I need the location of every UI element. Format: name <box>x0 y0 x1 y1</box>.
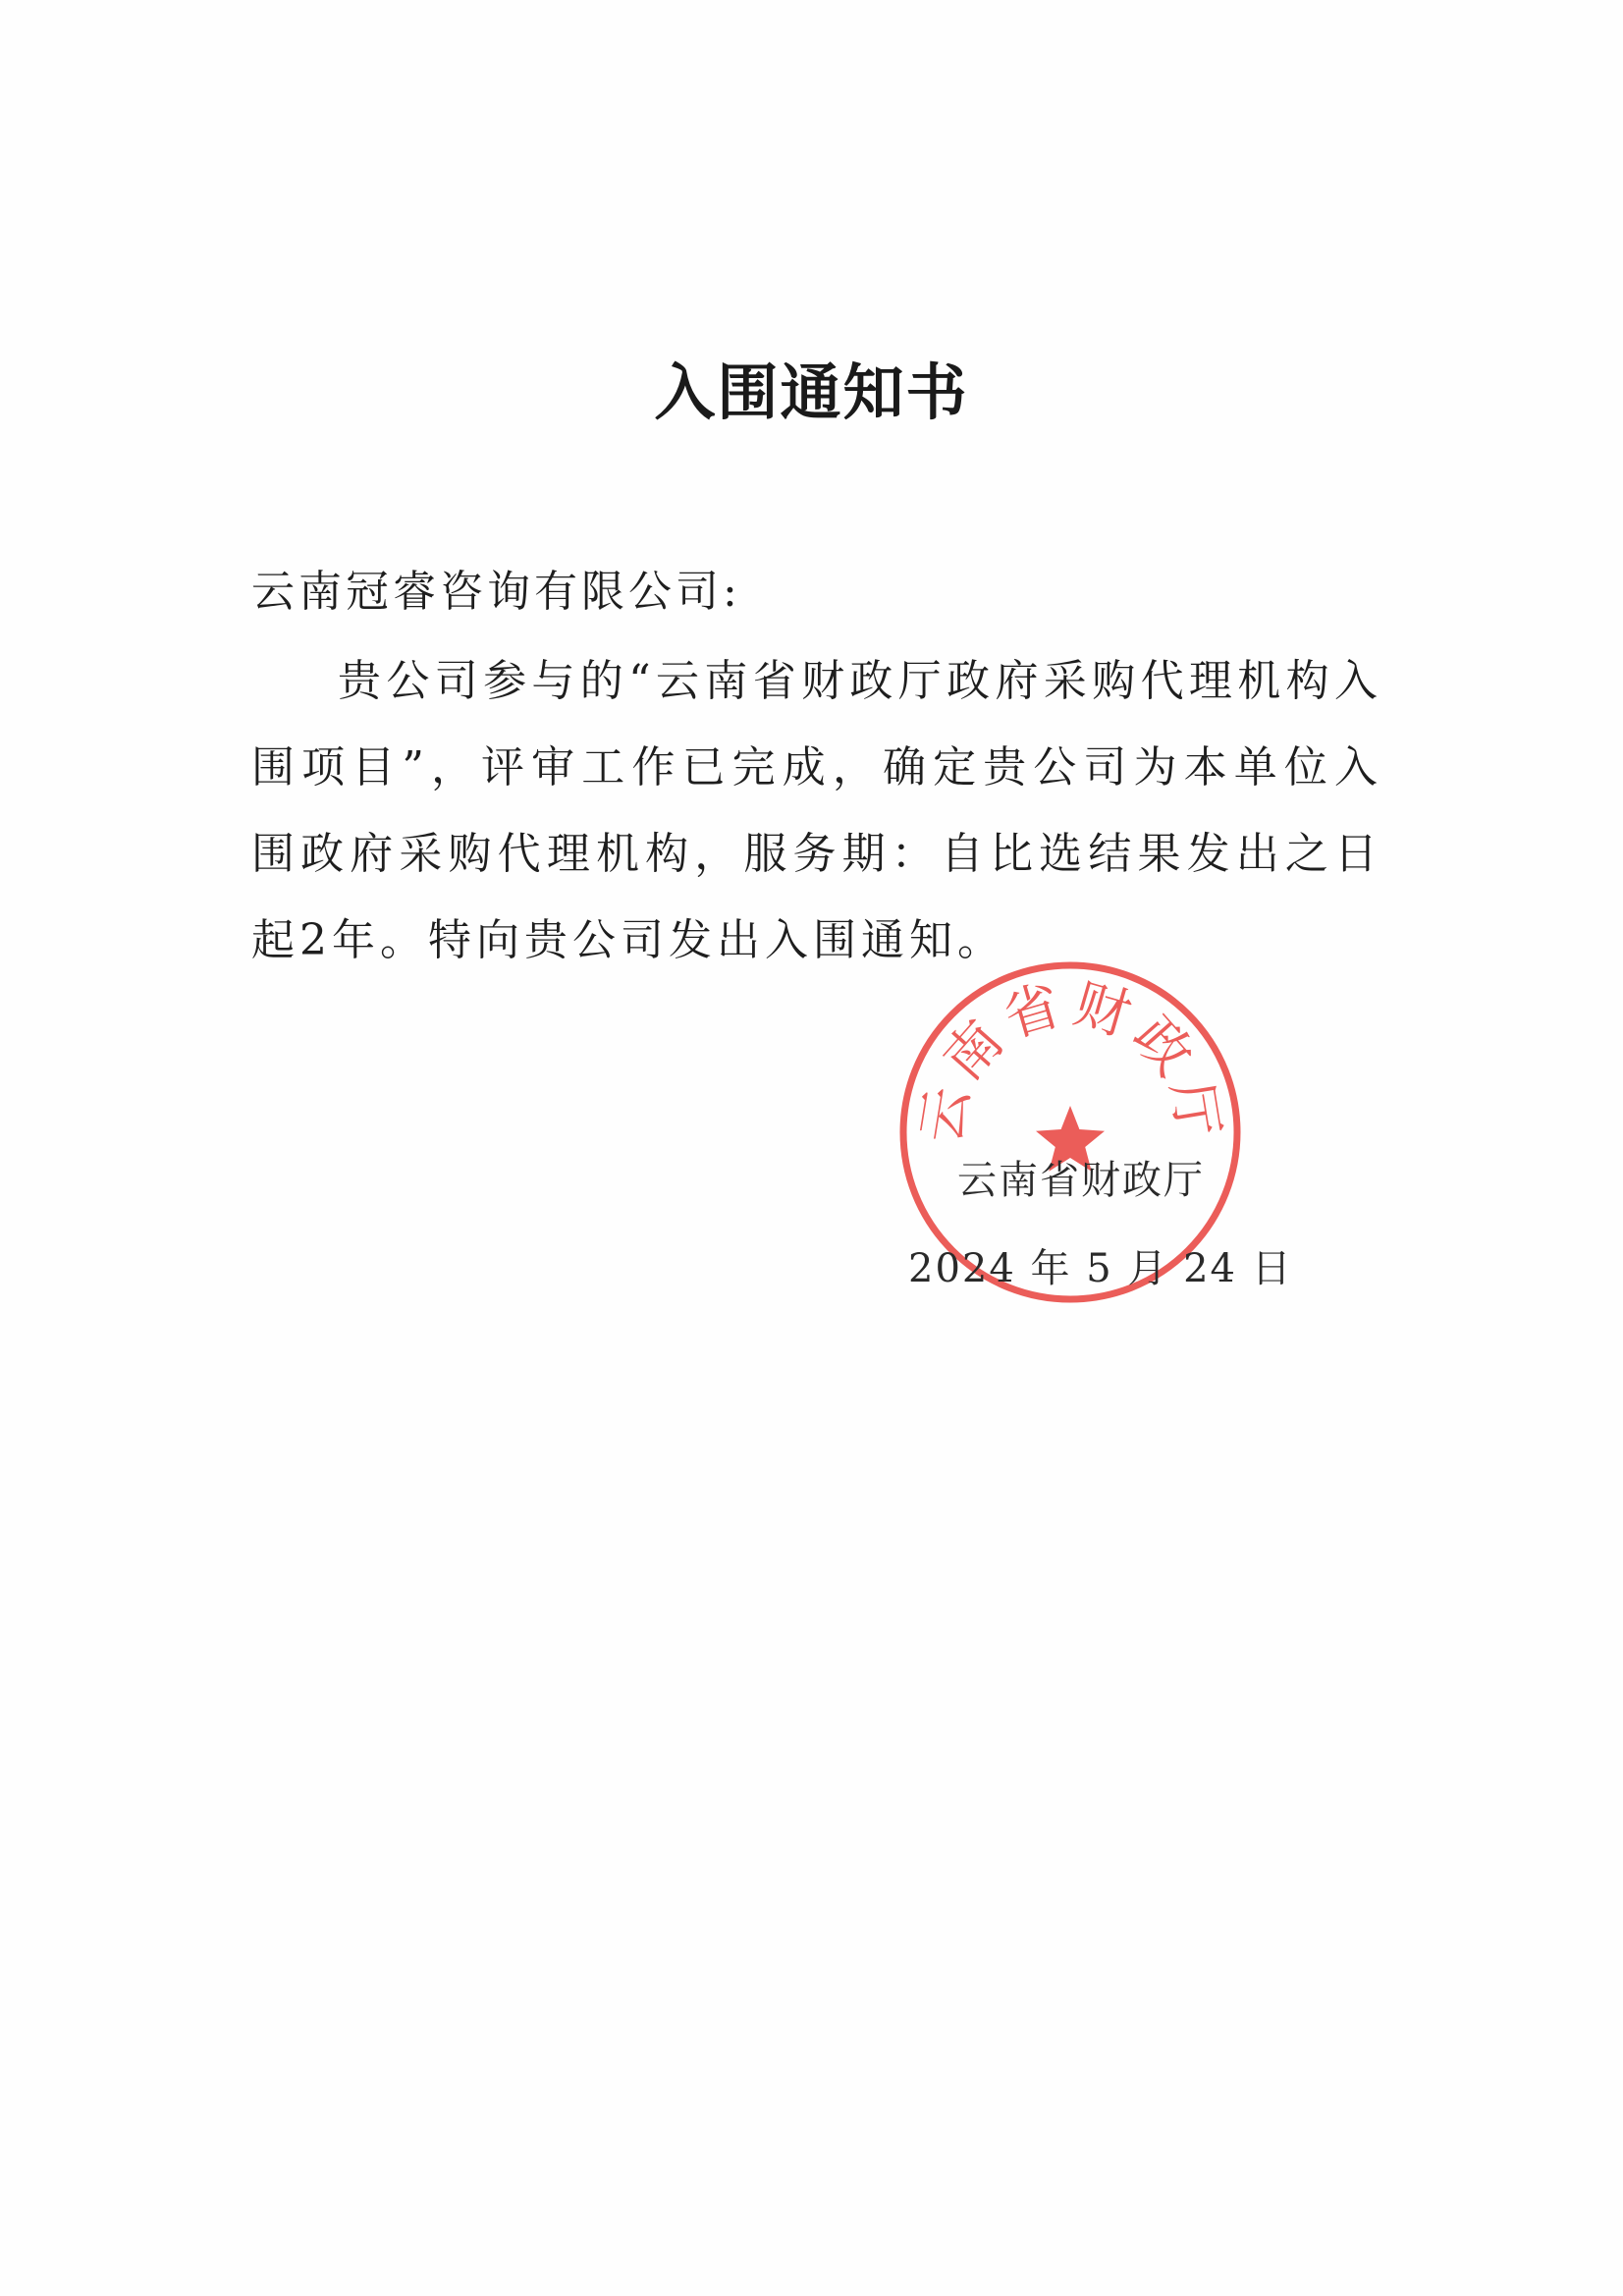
issue-date: 2024 年 5 月 24 日 <box>908 1246 1293 1291</box>
document-title: 入围通知书 <box>654 356 969 428</box>
addressee: 云南冠睿咨询有限公司: <box>251 567 741 617</box>
issuer-name: 云南省财政厅 <box>957 1158 1205 1203</box>
seal-text: 云南省财政厅 <box>909 971 1231 1148</box>
notice-body: 贵公司参与的“云南省财政厅政府采购代理机构入围项目”，评审工作已完成，确定贵公司为本单位入围政府采购代理机构，服务期：自比选结果发出之日起2年。特向贵公司发出入围通知。 <box>251 656 1382 965</box>
